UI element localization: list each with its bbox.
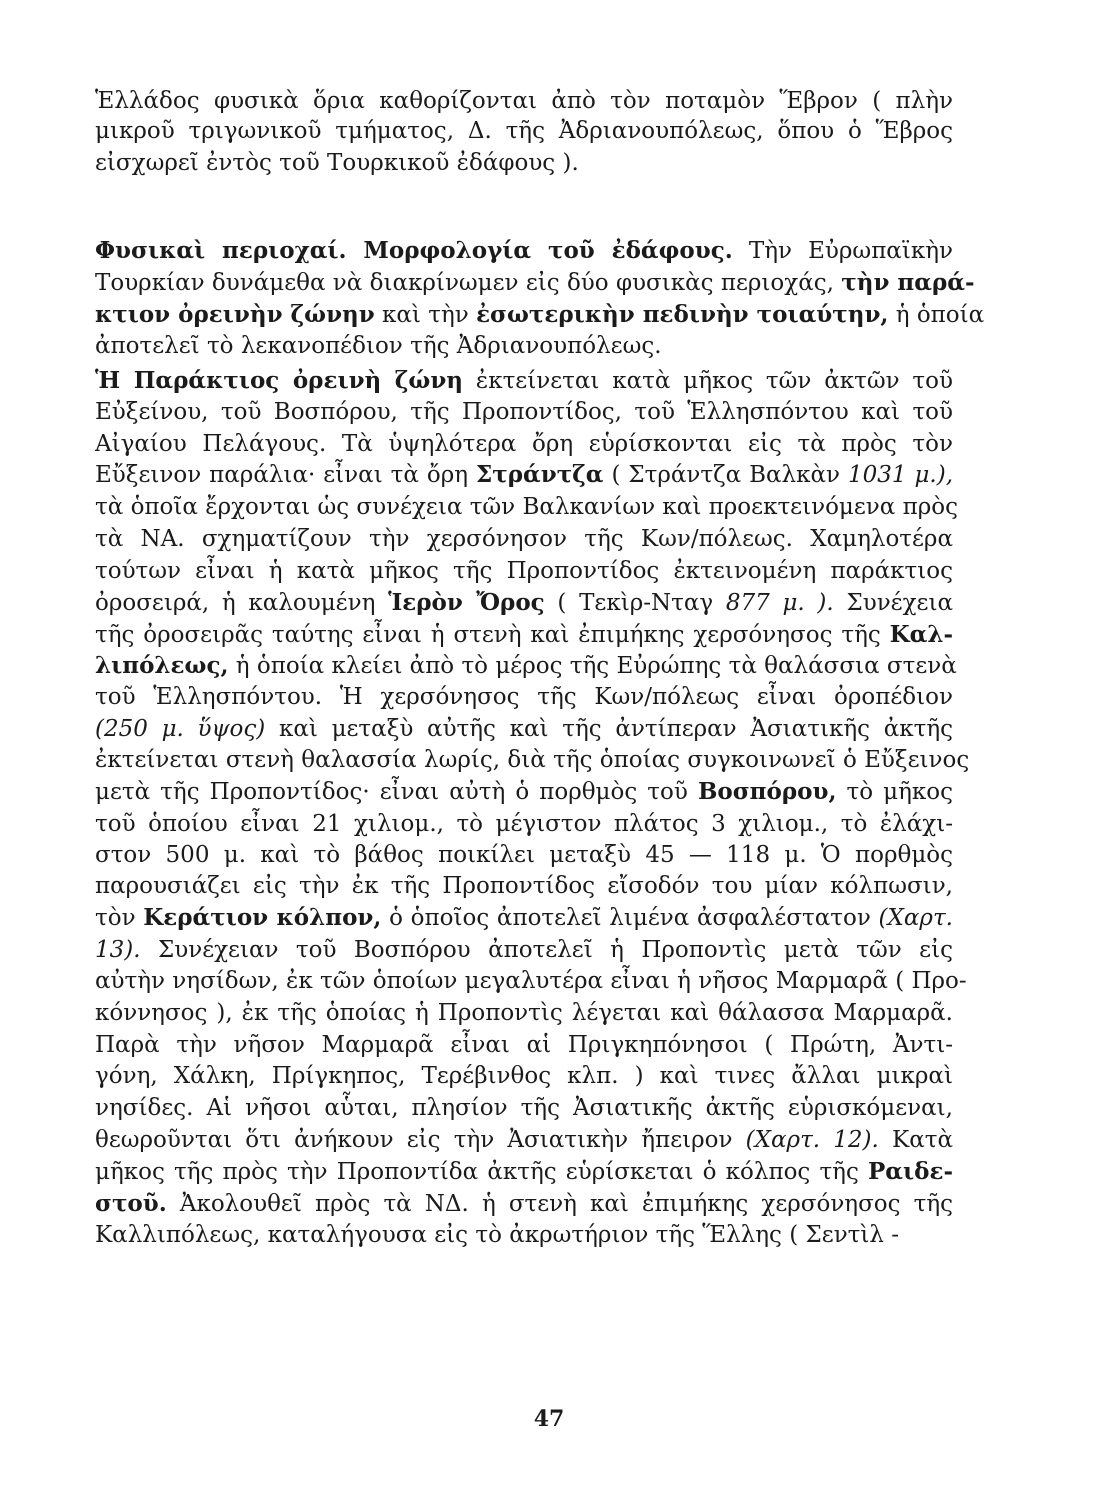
text-run: μικροῦ τριγωνικοῦ τμήματος, Δ. τῆς Ἀδριανουπόλεως, ὅπου ὁ Ἕβρος bbox=[95, 118, 953, 144]
text-run: μετὰ τῆς Προποντίδος· εἶναι αὐτὴ ὁ πορθμὸς τοῦ bbox=[95, 779, 698, 805]
text-line bbox=[95, 1125, 953, 1155]
bold-text: Στράντζα bbox=[476, 461, 604, 488]
text-line bbox=[95, 148, 953, 178]
bold-text: Ἡ Παράκτιος ὀρεινὴ ζώνη bbox=[95, 367, 464, 394]
text-line bbox=[95, 682, 953, 712]
bold-text: στοῦ. bbox=[95, 1190, 167, 1217]
text-line bbox=[95, 1157, 953, 1187]
text-line bbox=[95, 1061, 953, 1091]
text-run: ( Στράντζα Βαλκὰν bbox=[603, 462, 848, 488]
text-run: Εὔξεινον παράλια· εἶναι τὰ ὄρη bbox=[95, 462, 476, 488]
text-line bbox=[95, 556, 953, 586]
text-line bbox=[95, 268, 975, 298]
text-run: ἡ ὁποία κλείει ἀπὸ τὸ μέρος τῆς Εὐρώπης τὰ θαλάσσια στενὰ bbox=[228, 653, 957, 679]
text-line bbox=[95, 809, 953, 839]
text-line bbox=[95, 871, 953, 901]
text-run: καὶ τὴν bbox=[374, 302, 477, 328]
page-number: 47 bbox=[533, 1406, 565, 1432]
text-run: τῆς ὀροσειρᾶς ταύτης εἶναι ἡ στενὴ καὶ ἐπιμήκης χερσόνησος τῆς bbox=[95, 622, 890, 648]
text-run: τὸ μῆκος bbox=[836, 779, 954, 805]
text-line bbox=[95, 777, 953, 807]
italic-text: (250 μ. ὕψος) bbox=[95, 716, 266, 742]
text-line bbox=[95, 86, 953, 116]
text-run: Εὐξείνου, τοῦ Βοσπόρου, τῆς Προποντίδος, τοῦ Ἑλλησπόντου καὶ τοῦ bbox=[95, 399, 953, 425]
text-run: τὰ ὁποῖα ἔρχονται ὡς συνέχεια τῶν Βαλκανίων καὶ προεκτεινόμενα πρὸς bbox=[95, 494, 958, 520]
text-run: θεωροῦνται ὅτι ἀνήκουν εἰς τὴν Ἀσιατικὴν ἤπειρον bbox=[95, 1127, 746, 1153]
italic-text: (Χαρτ. bbox=[878, 905, 953, 931]
text-run: Τὴν Εὐρωπαϊκὴν bbox=[732, 238, 953, 264]
text-line bbox=[95, 651, 957, 681]
text-line bbox=[95, 236, 953, 266]
text-line bbox=[95, 300, 985, 330]
bold-text: Φυσικαὶ περιοχαί. Μορφολογία τοῦ ἐδάφους. bbox=[95, 237, 733, 264]
bold-text: λιπόλεως, bbox=[95, 652, 229, 679]
text-line bbox=[95, 366, 953, 396]
text-run: γόνη, Χάλκη, Πρίγκηπος, Τερέβινθος κλπ. ) καὶ τινες ἄλλαι μικραὶ bbox=[95, 1063, 953, 1089]
text-line bbox=[95, 998, 953, 1028]
bold-text: κτιον ὀρεινὴν ζώνην bbox=[95, 301, 375, 328]
text-run: Κατὰ bbox=[878, 1127, 953, 1153]
bold-text: Καλ- bbox=[889, 621, 953, 648]
text-line bbox=[95, 840, 953, 870]
bold-text: Ραιδε- bbox=[868, 1158, 953, 1185]
text-run: κόννησος ), ἐκ τῆς ὁποίας ἡ Προποντὶς λέγεται καὶ θάλασσα Μαρμαρᾶ. bbox=[95, 1000, 953, 1026]
text-line bbox=[95, 460, 953, 490]
text-run: ἐκτείνεται στενὴ θαλασσία λωρίς, διὰ τῆς ὁποίας συγκοινωνεῖ ὁ Εὔξεινος bbox=[95, 747, 970, 773]
text-run: Αἰγαίου Πελάγους. Τὰ ὑψηλότερα ὄρη εὑρίσκονται εἰς τὰ πρὸς τὸν bbox=[95, 431, 953, 457]
bold-text: τὴν παρά- bbox=[841, 269, 975, 296]
text-run: τοῦ ὁποίου εἶναι 21 χιλιομ., τὸ μέγιστον πλάτος 3 χιλιομ., τὸ ἐλάχι- bbox=[95, 811, 953, 837]
text-line bbox=[95, 903, 953, 933]
text-line bbox=[95, 714, 953, 744]
text-run: Συνέχεια bbox=[833, 590, 953, 616]
text-line bbox=[95, 966, 967, 996]
text-run: ὁ ὁποῖος ἀποτελεῖ λιμένα ἀσφαλέστατον bbox=[381, 905, 879, 931]
text-line bbox=[95, 116, 953, 146]
text-run: αὐτὴν νησίδων, ἐκ τῶν ὁποίων μεγαλυτέρα εἶναι ἡ νῆσος Μαρμαρᾶ ( Προ- bbox=[95, 968, 967, 994]
bold-text: Ἱερὸν Ὄρος bbox=[388, 589, 545, 616]
text-line bbox=[95, 524, 953, 554]
text-line bbox=[95, 1030, 953, 1060]
text-run: μῆκος τῆς πρὸς τὴν Προποντίδα ἀκτῆς εὑρίσκεται ὁ κόλπος τῆς bbox=[95, 1159, 868, 1185]
text-line bbox=[95, 397, 953, 427]
text-line bbox=[95, 935, 953, 965]
text-run: Ἑλλάδος φυσικὰ ὅρια καθορίζονται ἀπὸ τὸν ποταμὸν Ἕβρον ( πλὴν bbox=[95, 88, 953, 114]
text-run: Παρὰ τὴν νῆσον Μαρμαρᾶ εἶναι αἱ Πριγκηπόνησοι ( Πρώτη, Ἀντι- bbox=[95, 1032, 953, 1058]
text-run: τὸν bbox=[95, 905, 144, 931]
italic-text: 13). bbox=[95, 937, 141, 963]
text-run: ( Τεκὶρ-Νταγ bbox=[544, 590, 726, 616]
text-run: εἰσχωρεῖ ἐντὸς τοῦ Τουρκικοῦ ἐδάφους ). bbox=[95, 150, 579, 176]
text-line bbox=[95, 429, 953, 459]
text-line bbox=[95, 1189, 953, 1219]
text-line bbox=[95, 1220, 953, 1250]
text-run: ὀροσειρά, ἡ καλουμένη bbox=[95, 590, 389, 616]
italic-text: 877 μ. ). bbox=[725, 590, 834, 616]
italic-text: 1031 μ.), bbox=[847, 462, 954, 488]
text-run: ἀποτελεῖ τὸ λεκανοπέδιον τῆς Ἀδριανουπόλεως. bbox=[95, 333, 662, 359]
text-run: τοῦ Ἑλλησπόντου. Ἡ χερσόνησος τῆς Κων/πόλεως εἶναι ὀροπέδιον bbox=[95, 684, 953, 710]
bold-text: Βοσπόρου, bbox=[697, 778, 837, 805]
italic-text: (Χαρτ. 12). bbox=[745, 1127, 879, 1153]
text-run: ἡ ὁποία bbox=[888, 302, 985, 328]
text-run: τούτων εἶναι ἡ κατὰ μῆκος τῆς Προποντίδος ἐκτεινομένη παράκτιος bbox=[95, 558, 953, 584]
text-run: Καλλιπόλεως, καταλήγουσα εἰς τὸ ἀκρωτήριον τῆς Ἕλλης ( Σεντὶλ - bbox=[95, 1222, 900, 1248]
text-run: στον 500 μ. καὶ τὸ βάθος ποικίλει μεταξὺ 45 — 118 μ. Ὁ πορθμὸς bbox=[95, 842, 953, 868]
text-run: νησίδες. Αἱ νῆσοι αὗται, πλησίον τῆς Ἀσιατικῆς ἀκτῆς εὑρισκόμεναι, bbox=[95, 1095, 953, 1121]
text-line bbox=[95, 492, 958, 522]
bold-text: ἐσωτερικὴν πεδινὴν τοιαύτην, bbox=[476, 301, 889, 328]
text-run: τὰ ΝΑ. σχηματίζουν τὴν χερσόνησον τῆς Κων/πόλεως. Χαμηλοτέρα bbox=[95, 526, 953, 552]
text-line bbox=[95, 588, 953, 618]
text-run: Συνέχειαν τοῦ Βοσπόρου ἀποτελεῖ ἡ Προποντὶς μετὰ τῶν εἰς bbox=[140, 937, 953, 963]
text-line bbox=[95, 331, 953, 361]
text-run: Ἀκολουθεῖ πρὸς τὰ ΝΔ. ἡ στενὴ καὶ ἐπιμήκης χερσόνησος τῆς bbox=[166, 1191, 953, 1217]
text-line bbox=[95, 1093, 953, 1123]
text-run: Τουρκίαν δυνάμεθα νὰ διακρίνωμεν εἰς δύο φυσικὰς περιοχάς, bbox=[95, 270, 842, 296]
text-run: παρουσιάζει εἰς τὴν ἐκ τῆς Προποντίδος εἴσοδόν του μίαν κόλπωσιν, bbox=[95, 873, 953, 899]
text-line bbox=[95, 745, 970, 775]
text-run: ἐκτείνεται κατὰ μῆκος τῶν ἀκτῶν τοῦ bbox=[463, 368, 953, 394]
text-run: καὶ μεταξὺ αὐτῆς καὶ τῆς ἀντίπεραν Ἀσιατικῆς ἀκτῆς bbox=[265, 716, 953, 742]
bold-text: Κεράτιον κόλπον, bbox=[143, 904, 382, 931]
text-line bbox=[95, 620, 953, 650]
